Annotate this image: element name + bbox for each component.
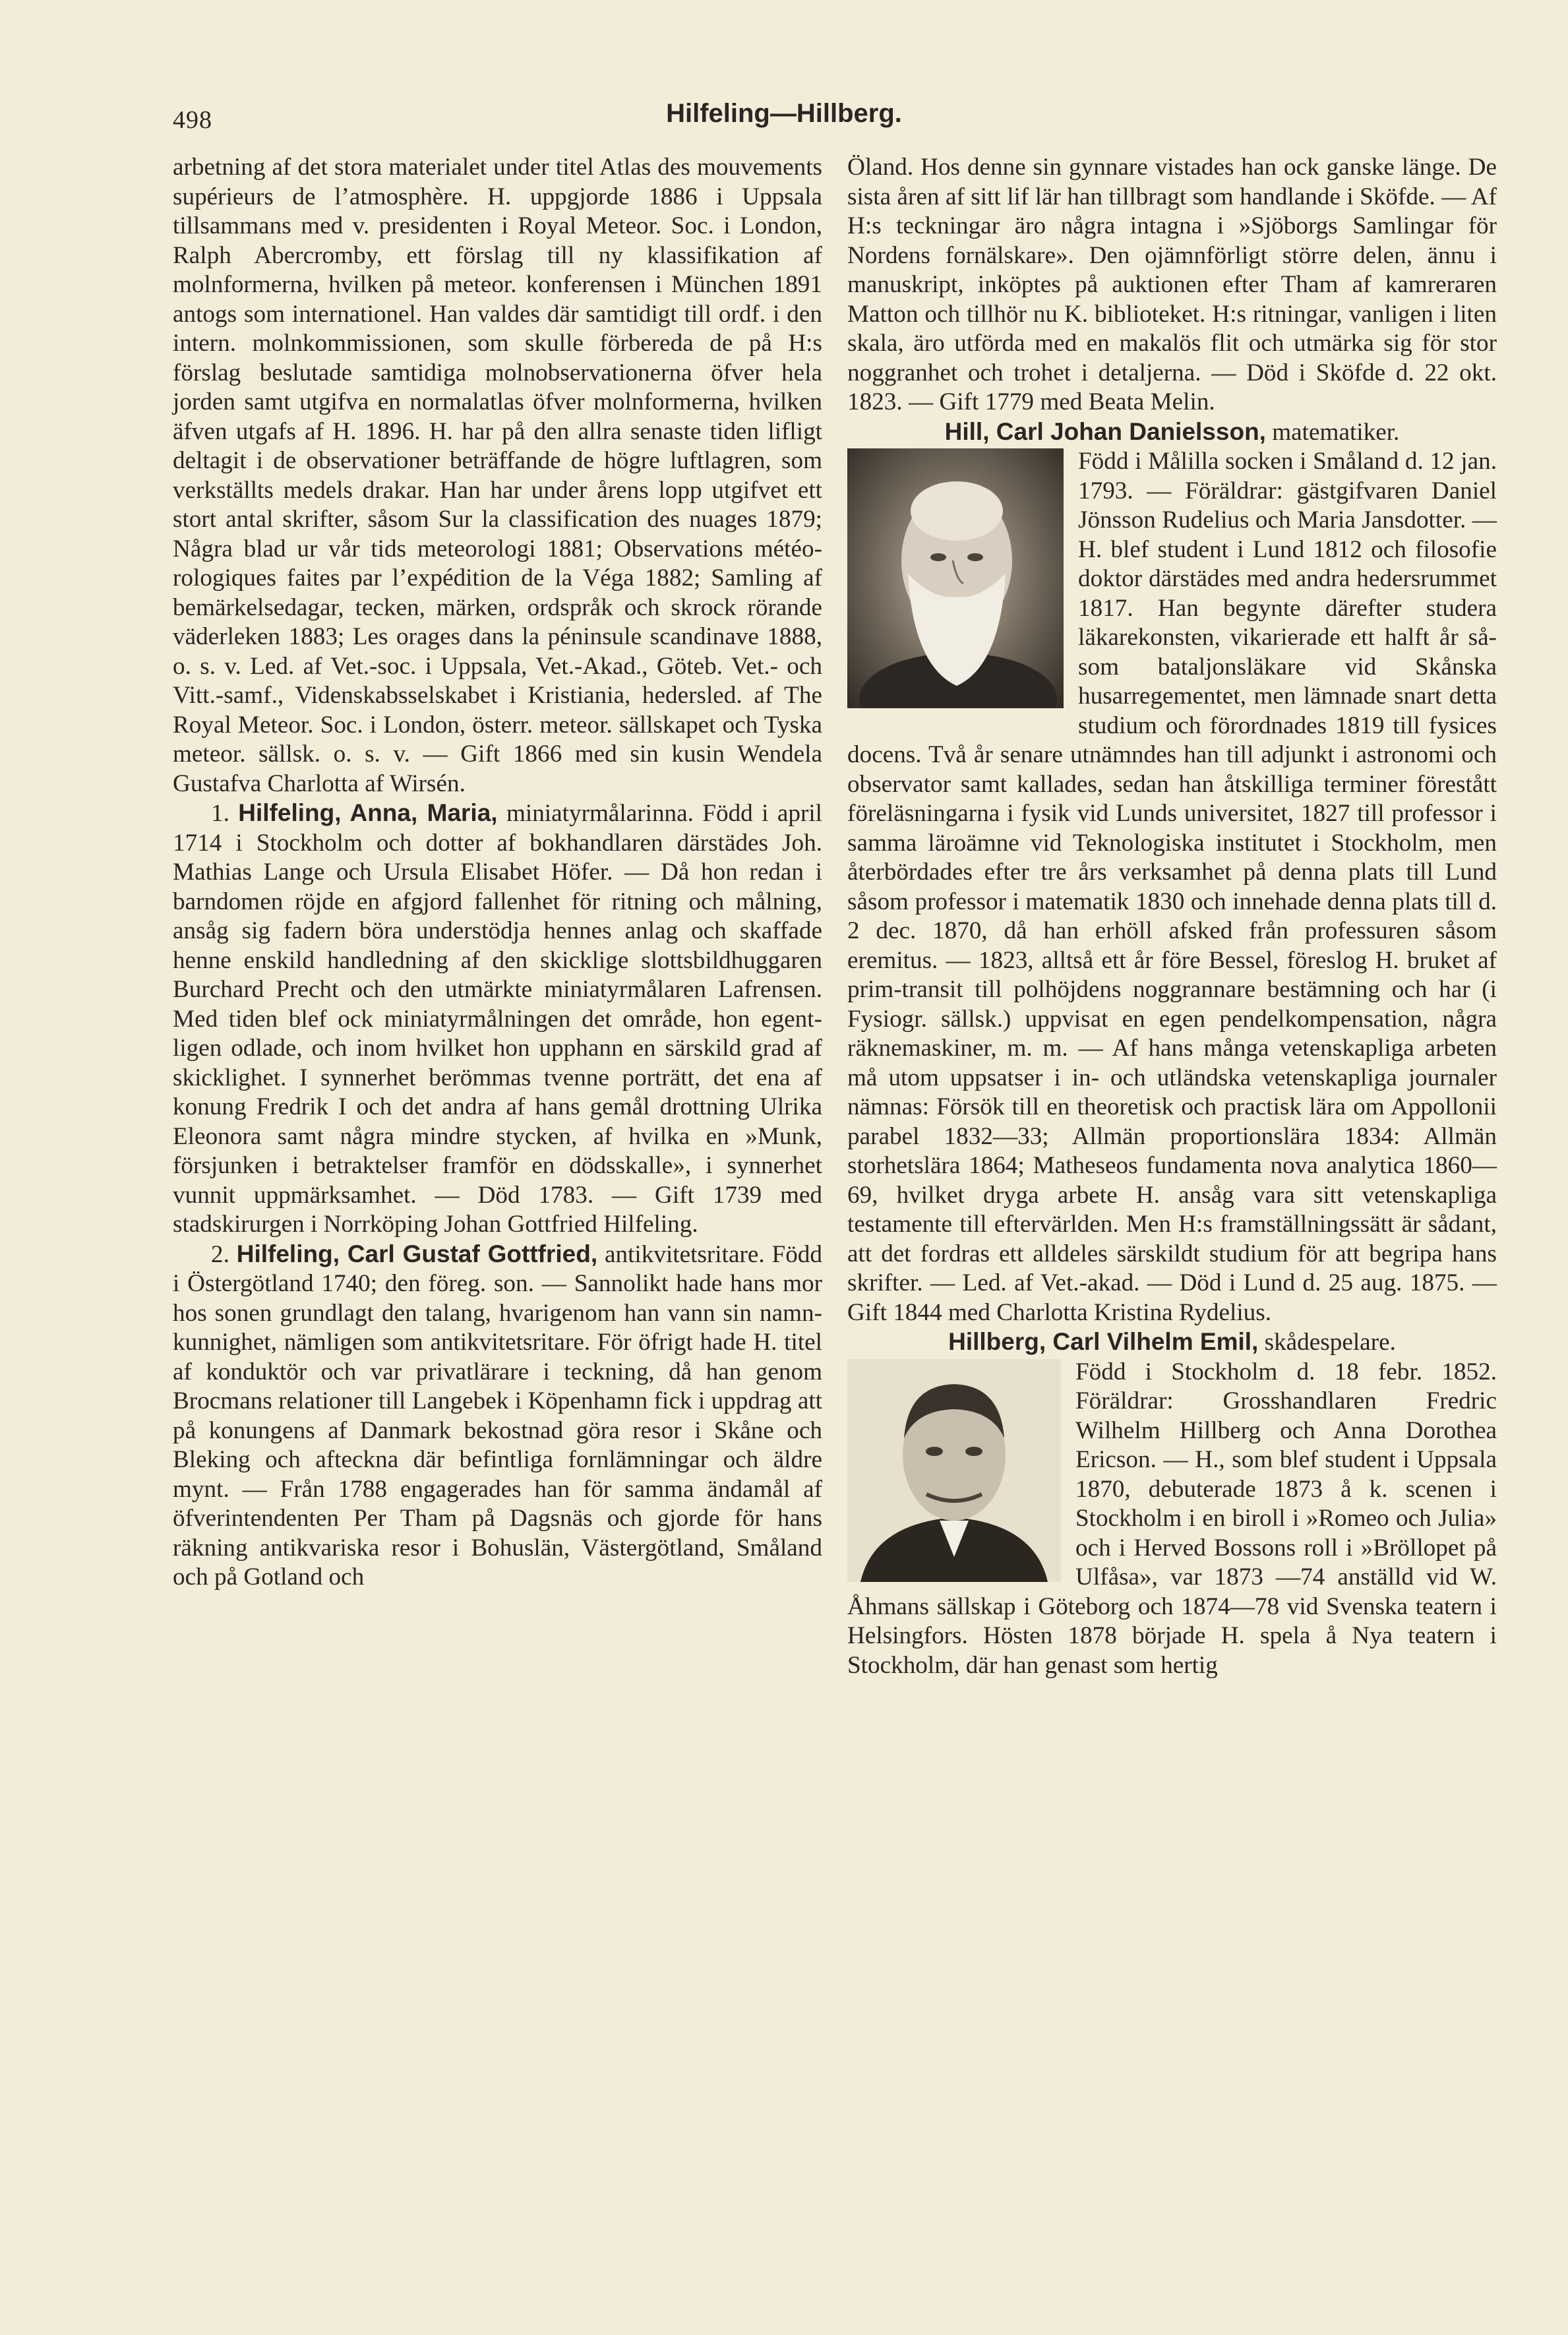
right-column [847, 153, 1497, 1680]
entry-number: 1. [211, 800, 229, 827]
portrait-hillberg-illustration [847, 1359, 1061, 1582]
entry-headword: Hill, Carl Johan Danielsson, [944, 417, 1266, 445]
entry-hillberg-headline [847, 1327, 1497, 1358]
page-number: 498 [173, 106, 212, 134]
entry-hillberg-text: Född i Stockholm d. 18 febr. 1852. Föräldrar: Grosshandlaren Fredric Wilhelm Hillberg och Anna Dorothea Ericson. — H., som blef student i Uppsala 1870, debuterade 1873 å k. scenen i Stockholm i en biroll i »Romeo och Julia» och i Herved Bossons roll i »Bröllopet på Ulfåsa», var 1873 —74 anställd vid W. Åhmans sällskap i Göteborg och 1874—78 vid Svenska teatern i Helsingfors. Hösten 1878 började H. spela å Nya teatern i Stockholm, där han genast som hertig [847, 1358, 1497, 1679]
entry-carl-gustaf-hilfeling [173, 1240, 822, 1592]
entry-anna-maria-hilfeling [173, 799, 822, 1240]
entry-hill-headline [847, 417, 1497, 448]
left-column [173, 153, 822, 1592]
entry-hill-text: Född i Målilla socken i Småland d. 12 jan. 1793. — Föräldrar: gästgifvaren Daniel Jönsson Rudelius och Maria Jansdotter. — H. blef student i Lund 1812 och filosofie doktor därstädes med andra hedersrummet 1817. Han begynte därefter studera läkarekonsten, vikarierade ett halft år såsom bataljonsläkare vid Skånska husarregementet, men lämnade snart detta studium och förordnades 1819 till fysices docens. Två år senare utnämndes han till adjunkt i astronomi och observator samt kallades, sedan han åtskilliga terminer förestått föreläsningarna i fysik vid Lunds universitet, 1827 till professor i samma läroämne vid Teknologiska institutet i Stockholm, men återbördades efter tre års verksamhet på denna plats till Lund såsom professor i matematik 1830 och innehade denna plats till d. 2 dec. 1870, då han erhöll afsked från professuren såsom eremitus. — 1823, alltså ett år före Bessel, föreslog H. bruket af prim-transit till polhöjdens noggrannare bestämning och har (i Fysiogr. sällsk.) uppvisat en egen pendelkompensation, några räknemaskiner, m. m. — Af hans många vetenskapliga arbeten må utom uppsatser i in- och utländska vetenskapliga journaler nämnas: Försök till en theoretisk och practisk lära om Appollonii parabel 1832—33; Allmän proportionslära 1834: Allmän storhetslära 1864; Matheseos fundamenta nova analytica 1860—69, hvilket dryga arbete H. ansåg vara sitt vetenskapliga testamente till eftervärlden. Men H:s framställningssätt är sådant, att det fordras ett alldeles särskildt studium för att begripa hans skrifter. — Led. af Vet.-akad. — Död i Lund d. 25 aug. 1875. — Gift 1844 med Charlotta Kristina Rydelius. [847, 448, 1497, 1326]
entry-text: miniatyrmålarinna. Född i april 1714 i Stockholm och dotter af bokhandlaren därstädes Joh. Mathias Lange och Ursula Elisabet Höfer. — Då hon redan i barndomen röjde en afgjord fallenhet för ritning och målning, ansåg sig fadern böra understödja hennes anlag och skaffade henne enskild handledning af den skicklige slottsbildhuggaren Burchard Precht och den utmärkte miniatyrmålaren Lafrensen. Med tiden blef ock miniatyrmålningen det område, hon egentligen odlade, och inom hvilket hon upphann en särskild grad af skicklighet. I synnerhet berömmas tvenne porträtt, det ena af konung Fredrik I och det andra af hans gemål drottning Ulrika Eleonora samt några mindre stycken, af hvilka en »Munk, försjunken i betraktelser framför en dödsskalle», i synnerhet vunnit uppmärksamhet. — Död 1783. — Gift 1739 med stadskirurgen i Norrköping Johan Gottfried Hilfeling. [173, 800, 823, 1238]
right-paragraph-continuation: Öland. Hos denne sin gynnare vistades han ock ganske länge. De sista åren af sitt lif lär han tillbragt som handlande i Sköfde. — Af H:s teckningar äro några intagna i »Sjöborgs Samlingar för Nordens fornälskare». Den ojämnförligt större delen, ännu i manuskript, inköptes på auktionen efter Tham af kamreraren Matton och tillhör nu K. biblioteket. H:s ritningar, vanligen i liten skala, äro utförda med en makalös flit och utmärka sig för stor noggranhet och trohet i detaljerna. — Död i Sköfde d. 22 okt. 1823. — Gift 1779 med Beata Melin. [847, 154, 1497, 415]
entry-headword: Hilfeling, Carl Gustaf Gottfried, [236, 1240, 598, 1267]
entry-headword: Hillberg, Carl Vilhelm Emil, [948, 1328, 1259, 1355]
portrait-hill [847, 448, 1064, 708]
entry-number: 2. [211, 1240, 229, 1268]
running-title: Hilfeling—Hillberg. [666, 99, 902, 128]
entry-role: skådespelare. [1258, 1329, 1396, 1356]
entry-role: matematiker. [1265, 418, 1400, 446]
portrait-hillberg [847, 1359, 1061, 1582]
left-paragraph-continuation: arbetning af det stora materialet under titel Atlas des mouvements supérieurs de l’atmosphère. H. uppgjorde 1886 i Uppsala tillsammans med v. presidenten i Royal Meteor. Soc. i London, Ralph Abercromby, ett förslag till ny klassifikation af molnformerna, hvilken på meteor. konferensen i München 1891 antogs som internationel. Han valdes där samtidigt till ordf. i den intern. molnkommissionen, som skulle förbereda de på H:s förslag beslutade samtidiga molnobservationerna öfver hela jorden samt utgifva en normalatlas öfver molnformerna, hvilken äfven utgafs af H. 1896. H. har på den allra senaste tiden lifligt deltagit i de observationer beträffande de högre luftlagren, som verkställts medels drakar. Han har under årens lopp utgifvet ett stort antal skrifter, såsom Sur la classification des nuages 1879; Några blad ur vår tids meteorologi 1881; Observations météorologiques faites par l’expédition de la Véga 1882; Samling af bemärkelsedagar, tecken, märken, ordspråk och skrock rörande väderleken 1883; Les orages dans la péninsule scandinave 1888, o. s. v. Led. af Vet.-soc. i Uppsala, Vet.-Akad., Göteb. Vet.- och Vitt.-samf., Videnskabsselskabet i Kristiania, hedersled. af The Royal Meteor. Soc. i London, österr. meteor. sällskapet och Tyska meteor. sällsk. o. s. v. — Gift 1866 med sin kusin Wendela Gustafva Charlotta af Wirsén. [173, 154, 822, 797]
portrait-hill-illustration [847, 448, 1064, 708]
entry-text: antikvitetsritare. Född i Östergötland 1740; den föreg. son. — Sannolikt hade hans mor hos sonen grundlagt den talang, hvarigenom han vann sin namnkunnighet, nämligen som antikvitetsritare. För öfrigt hade H. titel af konduktör och var privatlärare i teckning, då han genom Brocmans relationer till Langebek i Köpenhamn fick i uppdrag att på konungens af Danmark bekostnad göra resor i Skåne och Bleking och afteckna där befintliga fornlämningar och äldre mynt. — Från 1788 engagerades han för samma ändamål af öfverintendenten Per Tham på Dagsnäs och gjorde för hans räkning antikvariska resor i Bohuslän, Västergötland, Småland och på Gotland och [173, 1240, 822, 1591]
entry-headword: Hilfeling, Anna, Maria, [238, 799, 498, 826]
